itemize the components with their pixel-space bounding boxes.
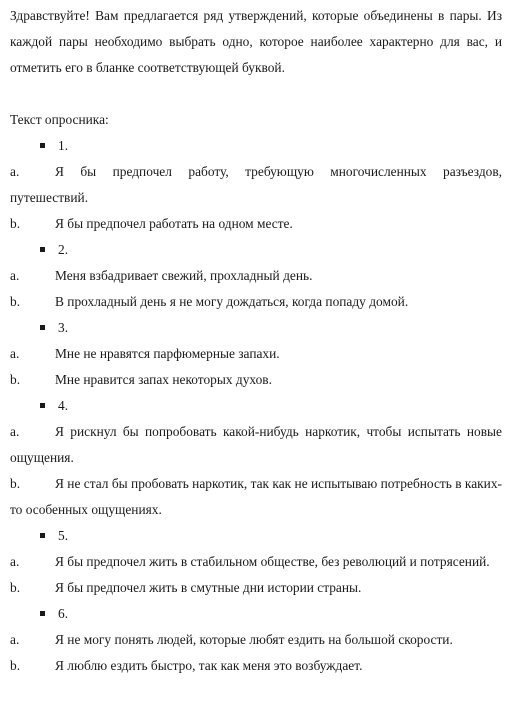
answer-option	[10, 341, 502, 367]
option-letter: b.	[10, 580, 21, 595]
option-text: Я не стал бы пробовать наркотик, так как не испытываю потребность в каких-то особенных ощущениях.	[10, 476, 502, 517]
answer-option	[10, 289, 502, 315]
bullet-square-icon	[40, 247, 45, 252]
document-page	[10, 3, 502, 679]
option-text: Меня взбадривает свежий, прохладный день.	[55, 268, 313, 283]
questionnaire-heading: Текст опросника:	[10, 112, 109, 127]
question-item	[10, 523, 502, 549]
intro-paragraph: Здравствуйте! Вам предлагается ряд утверждений, которые объединены в пары. Из каждой пары необходимо выбрать одно, которое наиболее характерно для вас, и отметить его в бланке соответствующей буквой.	[10, 8, 502, 75]
answer-option	[10, 575, 502, 601]
option-letter: a.	[10, 164, 20, 179]
bullet-square-icon	[40, 143, 45, 148]
option-letter: a.	[10, 346, 20, 361]
bullet-square-icon	[40, 611, 45, 616]
option-letter: b.	[10, 372, 21, 387]
bullet-square-icon	[40, 325, 45, 330]
option-letter: a.	[10, 268, 20, 283]
option-text: Я бы предпочел жить в стабильном обществе, без революций и потрясений.	[55, 554, 490, 569]
answer-option	[10, 419, 502, 471]
question-number: 2.	[58, 242, 69, 257]
question-item	[10, 601, 502, 627]
option-text: Мне нравится запах некоторых духов.	[55, 372, 272, 387]
questionnaire-list	[10, 133, 502, 679]
answer-option	[10, 549, 502, 575]
option-letter: a.	[10, 554, 20, 569]
answer-option	[10, 653, 502, 679]
answer-option	[10, 367, 502, 393]
bullet-square-icon	[40, 533, 45, 538]
question-item	[10, 237, 502, 263]
option-text: Мне не нравятся парфюмерные запахи.	[55, 346, 280, 361]
answer-option	[10, 159, 502, 211]
question-number: 5.	[58, 528, 69, 543]
option-text: В прохладный день я не могу дождаться, когда попаду домой.	[55, 294, 409, 309]
option-letter: b.	[10, 476, 21, 491]
option-text: Я бы предпочел работу, требующую многочисленных разъездов, путешествий.	[10, 164, 502, 205]
question-item	[10, 133, 502, 159]
answer-option	[10, 627, 502, 653]
question-item	[10, 315, 502, 341]
option-letter: b.	[10, 658, 21, 673]
option-letter: b.	[10, 216, 21, 231]
question-number: 3.	[58, 320, 69, 335]
answer-option	[10, 263, 502, 289]
option-letter: a.	[10, 632, 20, 647]
blank-line	[10, 81, 502, 107]
question-number: 6.	[58, 606, 69, 621]
option-text: Я бы предпочел работать на одном месте.	[55, 216, 293, 231]
option-letter: a.	[10, 424, 20, 439]
answer-option	[10, 471, 502, 523]
option-text: Я бы предпочел жить в смутные дни истории страны.	[55, 580, 362, 595]
question-number: 4.	[58, 398, 69, 413]
question-number: 1.	[58, 138, 69, 153]
option-text: Я люблю ездить быстро, так как меня это возбуждает.	[55, 658, 363, 673]
bullet-square-icon	[40, 403, 45, 408]
answer-option	[10, 211, 502, 237]
question-item	[10, 393, 502, 419]
option-text: Я рискнул бы попробовать какой-нибудь наркотик, чтобы испытать новые ощущения.	[10, 424, 502, 465]
option-text: Я не могу понять людей, которые любят ездить на большой скорости.	[55, 632, 453, 647]
option-letter: b.	[10, 294, 21, 309]
